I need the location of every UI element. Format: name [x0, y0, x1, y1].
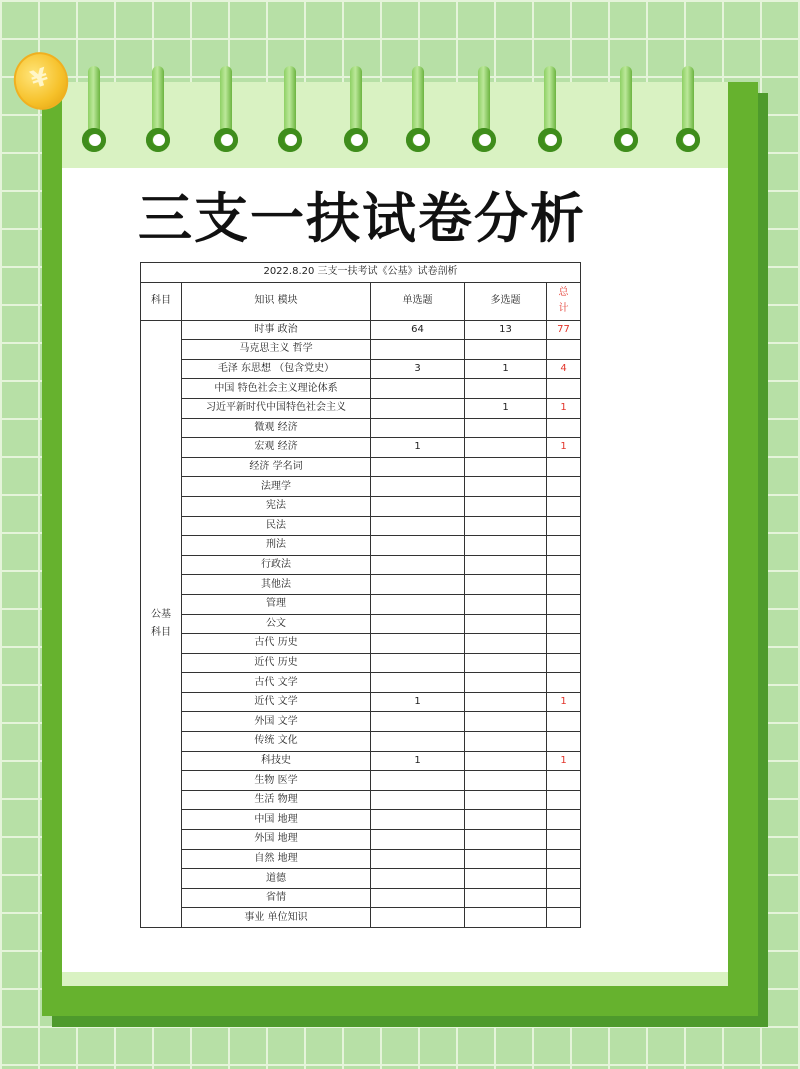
multiple-cell [465, 634, 547, 654]
table-row [141, 438, 581, 458]
binder-ring-icon [615, 66, 637, 150]
binder-ring-icon [279, 66, 301, 150]
multiple-cell [465, 379, 547, 399]
multiple-cell [465, 555, 547, 575]
module-cell: 民法 [182, 516, 371, 536]
multiple-cell [465, 732, 547, 752]
table-row [141, 732, 581, 752]
binder-ring-icon [345, 66, 367, 150]
table-row [141, 536, 581, 556]
multiple-cell [465, 869, 547, 889]
table-row [141, 379, 581, 399]
module-cell: 外国 文学 [182, 712, 371, 732]
single-cell: 64 [371, 320, 465, 340]
total-cell: 4 [547, 359, 581, 379]
total-cell [547, 673, 581, 693]
total-cell [547, 418, 581, 438]
table-row [141, 888, 581, 908]
multiple-cell [465, 418, 547, 438]
module-cell: 刑法 [182, 536, 371, 556]
module-cell: 其他法 [182, 575, 371, 595]
single-cell [371, 712, 465, 732]
single-cell [371, 457, 465, 477]
module-cell: 科技史 [182, 751, 371, 771]
table-row [141, 555, 581, 575]
binder-ring-icon [83, 66, 105, 150]
table-row [141, 496, 581, 516]
multiple-cell [465, 673, 547, 693]
table-row [141, 516, 581, 536]
table-row [141, 790, 581, 810]
binder-ring-icon [539, 66, 561, 150]
single-cell [371, 849, 465, 869]
single-cell [371, 418, 465, 438]
total-cell: 77 [547, 320, 581, 340]
total-cell: 1 [547, 438, 581, 458]
page-title: 三支一扶试卷分析 [138, 187, 586, 250]
module-cell: 管理 [182, 594, 371, 614]
module-cell: 毛泽 东思想 （包含党史） [182, 359, 371, 379]
binder-ring-icon [147, 66, 169, 150]
yen-coin-icon: ¥ [6, 45, 75, 117]
total-cell: 1 [547, 751, 581, 771]
total-cell: 1 [547, 398, 581, 418]
module-cell: 行政法 [182, 555, 371, 575]
multiple-cell [465, 594, 547, 614]
module-cell: 生活 物理 [182, 790, 371, 810]
table-row [141, 830, 581, 850]
total-cell [547, 379, 581, 399]
module-cell: 古代 文学 [182, 673, 371, 693]
multiple-cell [465, 653, 547, 673]
single-cell [371, 790, 465, 810]
multiple-cell [465, 477, 547, 497]
table-row [141, 908, 581, 928]
module-cell: 外国 地理 [182, 830, 371, 850]
single-cell [371, 653, 465, 673]
total-cell [547, 457, 581, 477]
multiple-cell: 1 [465, 398, 547, 418]
multiple-cell [465, 849, 547, 869]
module-cell: 道德 [182, 869, 371, 889]
multiple-cell [465, 751, 547, 771]
module-cell: 法理学 [182, 477, 371, 497]
single-cell [371, 869, 465, 889]
total-cell: 1 [547, 692, 581, 712]
table-row [141, 457, 581, 477]
table-row [141, 477, 581, 497]
total-cell [547, 908, 581, 928]
subject-cell: 公基 科目 [141, 320, 182, 927]
table-row [141, 418, 581, 438]
total-cell [547, 536, 581, 556]
multiple-cell [465, 888, 547, 908]
total-cell [547, 575, 581, 595]
module-cell: 传统 文化 [182, 732, 371, 752]
total-cell [547, 614, 581, 634]
single-cell [371, 634, 465, 654]
table-row [141, 673, 581, 693]
single-cell [371, 379, 465, 399]
multiple-cell [465, 810, 547, 830]
module-cell: 省情 [182, 888, 371, 908]
total-cell [547, 712, 581, 732]
module-cell: 自然 地理 [182, 849, 371, 869]
multiple-cell [465, 790, 547, 810]
exam-analysis-table [140, 262, 581, 928]
table-row [141, 594, 581, 614]
table-row [141, 359, 581, 379]
total-cell [547, 810, 581, 830]
binder-ring-icon [407, 66, 429, 150]
module-cell: 事业 单位知识 [182, 908, 371, 928]
multiple-cell [465, 496, 547, 516]
table-row [141, 575, 581, 595]
single-cell [371, 555, 465, 575]
module-cell: 宏观 经济 [182, 438, 371, 458]
paper-footer-strip [62, 972, 728, 986]
binder-ring-icon [677, 66, 699, 150]
header-single: 单选题 [371, 282, 465, 320]
multiple-cell [465, 575, 547, 595]
single-cell [371, 673, 465, 693]
module-cell: 近代 文学 [182, 692, 371, 712]
multiple-cell [465, 614, 547, 634]
header-total: 总 计 [547, 282, 581, 320]
total-cell [547, 830, 581, 850]
single-cell: 1 [371, 692, 465, 712]
table-row [141, 634, 581, 654]
module-cell: 经济 学名词 [182, 457, 371, 477]
single-cell [371, 810, 465, 830]
single-cell [371, 477, 465, 497]
single-cell [371, 536, 465, 556]
single-cell [371, 771, 465, 791]
total-cell [547, 340, 581, 360]
multiple-cell: 13 [465, 320, 547, 340]
total-cell [547, 496, 581, 516]
total-cell [547, 790, 581, 810]
single-cell [371, 908, 465, 928]
header-multiple: 多选题 [465, 282, 547, 320]
module-cell: 微观 经济 [182, 418, 371, 438]
total-cell [547, 555, 581, 575]
single-cell: 1 [371, 751, 465, 771]
single-cell [371, 340, 465, 360]
binder-ring-icon [473, 66, 495, 150]
multiple-cell [465, 771, 547, 791]
multiple-cell [465, 830, 547, 850]
single-cell [371, 888, 465, 908]
module-cell: 马克思主义 哲学 [182, 340, 371, 360]
table-row [141, 712, 581, 732]
table-row [141, 751, 581, 771]
table-caption: 2022.8.20 三支一扶考试《公基》试卷剖析 [141, 263, 581, 283]
single-cell [371, 614, 465, 634]
header-module: 知识 模块 [182, 282, 371, 320]
module-cell: 中国 地理 [182, 810, 371, 830]
total-cell [547, 653, 581, 673]
table-row [141, 398, 581, 418]
table-row [141, 849, 581, 869]
total-cell [547, 849, 581, 869]
total-cell [547, 771, 581, 791]
table-row [141, 320, 581, 340]
table-row [141, 771, 581, 791]
multiple-cell [465, 340, 547, 360]
module-cell: 习近平新时代中国特色社会主义 [182, 398, 371, 418]
single-cell: 3 [371, 359, 465, 379]
header-subject: 科目 [141, 282, 182, 320]
table-row [141, 614, 581, 634]
multiple-cell [465, 908, 547, 928]
table-row [141, 810, 581, 830]
single-cell [371, 398, 465, 418]
multiple-cell [465, 438, 547, 458]
single-cell [371, 830, 465, 850]
single-cell [371, 575, 465, 595]
multiple-cell [465, 516, 547, 536]
table-row [141, 340, 581, 360]
module-cell: 宪法 [182, 496, 371, 516]
single-cell [371, 594, 465, 614]
single-cell: 1 [371, 438, 465, 458]
module-cell: 古代 历史 [182, 634, 371, 654]
total-cell [547, 594, 581, 614]
multiple-cell [465, 457, 547, 477]
total-cell [547, 732, 581, 752]
total-cell [547, 869, 581, 889]
multiple-cell: 1 [465, 359, 547, 379]
single-cell [371, 516, 465, 536]
table-row [141, 869, 581, 889]
binder-ring-icon [215, 66, 237, 150]
total-cell [547, 516, 581, 536]
multiple-cell [465, 712, 547, 732]
multiple-cell [465, 692, 547, 712]
module-cell: 时事 政治 [182, 320, 371, 340]
module-cell: 中国 特色社会主义理论体系 [182, 379, 371, 399]
single-cell [371, 732, 465, 752]
table-row [141, 653, 581, 673]
total-cell [547, 477, 581, 497]
multiple-cell [465, 536, 547, 556]
module-cell: 生物 医学 [182, 771, 371, 791]
single-cell [371, 496, 465, 516]
total-cell [547, 634, 581, 654]
module-cell: 近代 历史 [182, 653, 371, 673]
table-row [141, 692, 581, 712]
module-cell: 公文 [182, 614, 371, 634]
total-cell [547, 888, 581, 908]
